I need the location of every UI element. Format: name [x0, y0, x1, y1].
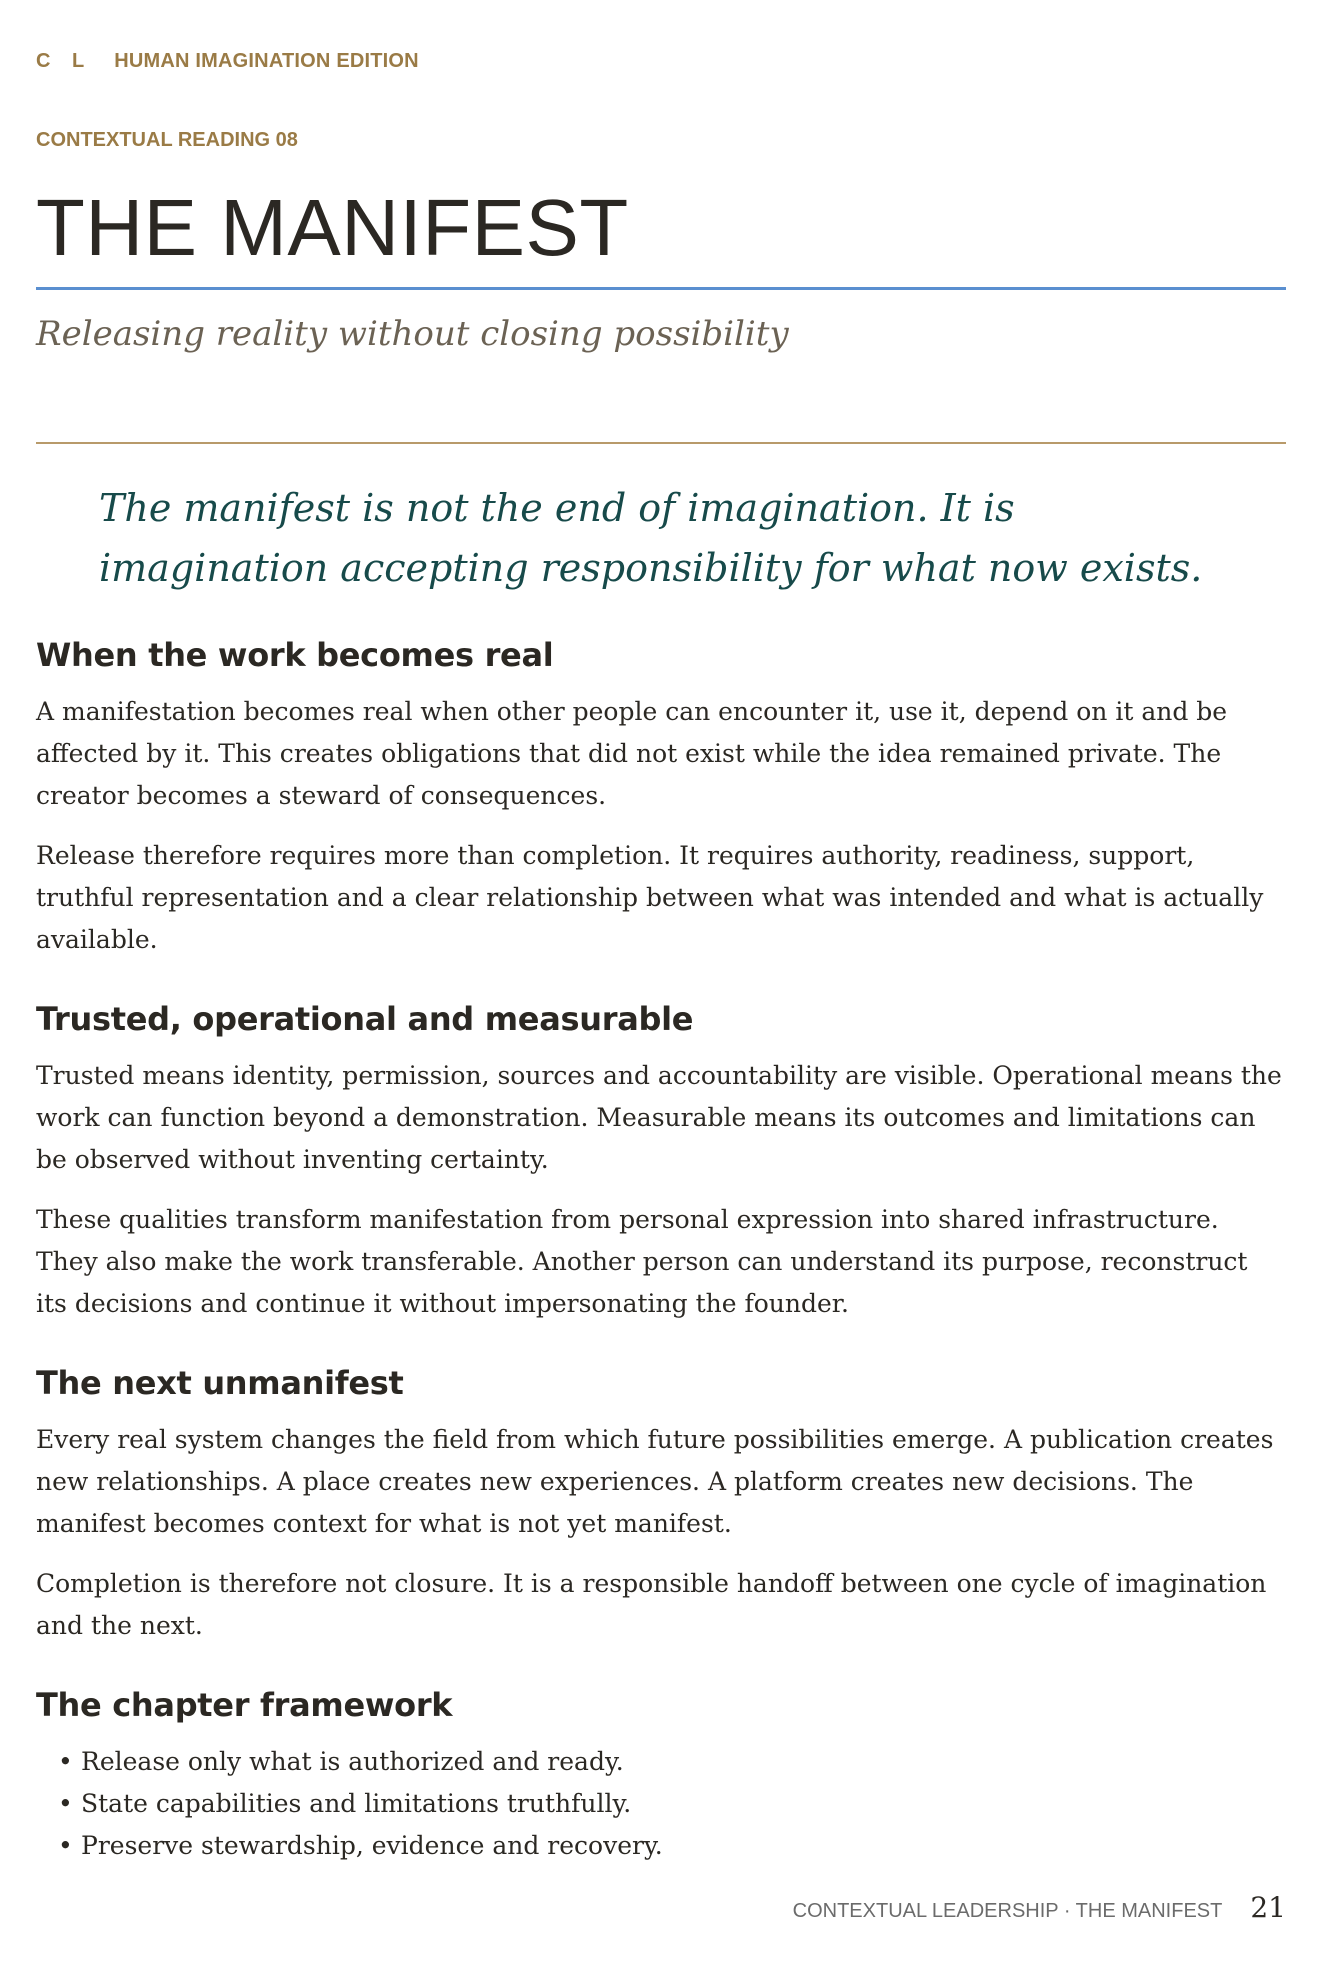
pull-quote: The manifest is not the end of imagination. It is imagination accepting responsibility for what now exists. [99, 486, 1203, 590]
publisher-mark: C L [36, 50, 93, 72]
body-paragraph: Release therefore requires more than completion. It requires authority, readiness, support, truthful representation and a clear relationship between what was intended and what is actually available. [36, 841, 1264, 954]
title-divider [36, 287, 1286, 290]
reading-label: CONTEXTUAL READING 08 [36, 129, 298, 151]
section-heading: The chapter framework [36, 1686, 453, 1724]
main-content [36, 633, 1286, 1903]
list-item: • Preserve stewardship, evidence and recovery. [81, 1825, 1286, 1867]
list-item: • Release only what is authorized and ready. [81, 1741, 1286, 1783]
body-paragraph: Every real system changes the field from which future possibilities emerge. A publication creates new relationships. A place creates new experiences. A platform creates new decisions. The manifest becomes context for what is not yet manifest. [36, 1425, 1274, 1538]
section-next-unmanifest [36, 1361, 1286, 1647]
bullet-icon: • [58, 1831, 73, 1860]
body-paragraph: Completion is therefore not closure. It is a responsible handoff between one cycle of imagination and the next. [36, 1569, 1267, 1640]
section-trusted-operational-measurable [36, 997, 1286, 1325]
page-number: 21 [1250, 1891, 1286, 1924]
page-title: THE MANIFEST [36, 183, 629, 272]
body-paragraph: Trusted means identity, permission, sources and accountability are visible. Operational means the work can function beyond a demonstration. Measurable means its outcomes and limitations can be observed without inventing certainty. [36, 1061, 1282, 1174]
page-footer [793, 1891, 1286, 1924]
list-item: • State capabilities and limitations truthfully. [81, 1783, 1286, 1825]
body-paragraph: A manifestation becomes real when other people can encounter it, use it, depend on it and be affected by it. This creates obligations that did not exist while the idea remained private. The creator becomes a steward of consequences. [36, 697, 1228, 810]
section-divider [36, 442, 1286, 444]
section-work-becomes-real [36, 633, 1286, 961]
edition-label: HUMAN IMAGINATION EDITION [114, 50, 419, 72]
edition-header [36, 50, 419, 73]
document-page [36, 0, 1286, 1980]
section-heading: Trusted, operational and measurable [36, 1000, 694, 1038]
section-chapter-framework [36, 1683, 1286, 1867]
body-paragraph: These qualities transform manifestation from personal expression into shared infrastructure. They also make the work transferable. Another person can understand its purpose, reconstruct its decisions and continue it without impersonating the founder. [36, 1205, 1248, 1318]
section-heading: The next unmanifest [36, 1364, 404, 1402]
page-subtitle: Releasing reality without closing possibility [36, 314, 789, 354]
framework-list [36, 1741, 1286, 1867]
running-title: CONTEXTUAL LEADERSHIP · THE MANIFEST [792, 1900, 1223, 1922]
bullet-icon: • [58, 1789, 73, 1818]
bullet-icon: • [58, 1747, 73, 1776]
section-heading: When the work becomes real [36, 636, 554, 674]
